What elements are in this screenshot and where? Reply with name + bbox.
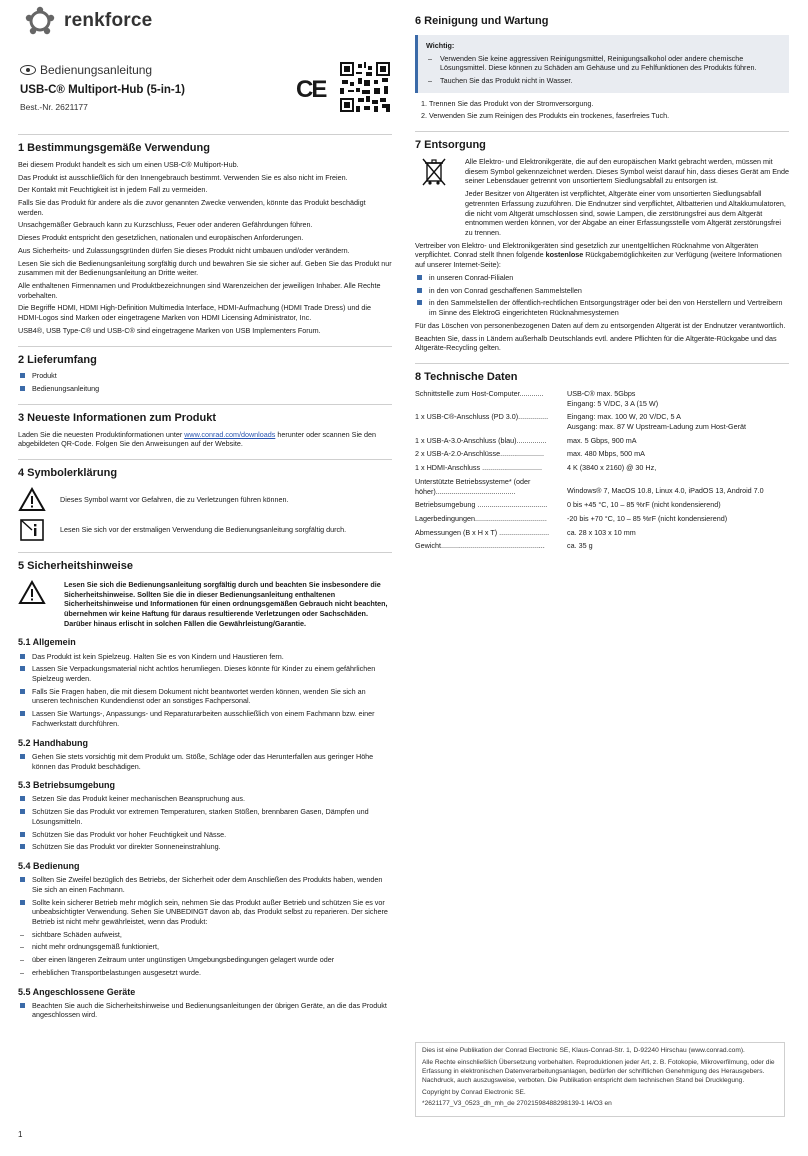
s54-dash-list	[18, 930, 392, 978]
symbol-warning-row	[18, 487, 392, 512]
weee-text	[465, 157, 789, 241]
return-options-list	[415, 273, 789, 318]
qr-code-icon	[340, 62, 390, 112]
page-number: 1	[18, 1130, 23, 1139]
s3-post: herunter oder scannen Sie den abgebildeten QR-Code. Folgen Sie den Anweisungen auf der Website.	[18, 429, 377, 449]
vertrieb-post: Rückgabemöglichkeiten zur Verfügung (weitere Informationen auf unserer Internet-Seite):	[415, 250, 782, 270]
list-item: Produkt	[18, 371, 392, 381]
order-number: Best.-Nr. 2621177	[20, 102, 88, 112]
symbol-info-row	[18, 518, 392, 542]
s55-list	[18, 1001, 392, 1020]
section-5-1-title: 5.1 Allgemein	[18, 637, 76, 648]
list-item: Gehen Sie stets vorsichtig mit dem Produkt um. Stöße, Schläge oder das Herunterfallen aus geringer Höhe können das Produkt beschädigen.	[18, 752, 392, 771]
spec-value: 0 bis +45 °C, 10 – 85 %rF (nicht kondensierend)	[567, 500, 721, 510]
safety-intro	[18, 580, 392, 629]
table-row	[415, 412, 789, 435]
spec-value-line: Ausgang: max. 87 W Upstream-Ladung zum Host-Gerät	[567, 421, 746, 431]
s3-para	[18, 430, 392, 449]
spec-key: Schnittstelle zum Host-Computer............	[415, 388, 544, 398]
s1-para: Bei diesem Produkt handelt es sich um einen USB-C® Multiport-Hub.	[18, 159, 239, 169]
imprint-line: *2621177_V3_0523_dh_mh_de 27021598488298139-1 I4/O3 en	[422, 1100, 612, 1108]
spec-key: Betriebsumgebung ...................................	[415, 500, 548, 510]
list-item: – über einen längeren Zeitraum unter ungünstigen Umgebungsbedingungen gelagert wurde oder	[18, 955, 392, 965]
weee-block	[415, 157, 789, 241]
imprint-line: Dies ist eine Publikation der Conrad Electronic SE, Klaus-Conrad-Str. 1, D-92240 Hirschau (www.conrad.com).	[422, 1047, 745, 1054]
spec-value-line: Eingang: max. 100 W, 20 V/DC, 5 A	[567, 412, 681, 422]
table-row	[415, 500, 789, 514]
list-item: Sollte kein sicherer Betrieb mehr möglich sein, nehmen Sie das Produkt außer Betrieb und schützen Sie es vor unbeabsichtigter Verwendung. Sehen Sie UNBEDINGT davon ab, das Produkt selbst zu reparieren. Der sichere Betrieb ist nicht mehr gewährleistet, wenn das Produkt:	[18, 898, 392, 927]
section-4-title: 4 Symbolerklärung	[18, 459, 392, 481]
list-item: in unseren Conrad-Filialen	[415, 273, 789, 283]
list-item: – sichtbare Schäden aufweist,	[18, 930, 392, 940]
s1-para: USB4®, USB Type-C® und USB-C® sind eingetragene Marken von USB Implementers Forum.	[18, 325, 321, 335]
spec-key: Gewicht....................................................	[415, 541, 545, 551]
spec-value-line: USB-C® max. 5Gbps	[567, 388, 636, 398]
table-row	[415, 389, 789, 412]
spec-value-line: Windows® 7, MacOS 10.8, Linux 4.0, iPadOS 13, Android 7.0	[567, 485, 764, 495]
s1-para: Die Begriffe HDMI, HDMI High-Definition Multimedia Interface, HDMI-Aufmachung (HDMI Trade Dress) und die HDMI-Logos sind Marken oder eingetragene Marken von HDMI Licensing Administrator, Inc.	[18, 303, 371, 323]
spec-key: Abmessungen (B x H x T) .........................	[415, 527, 550, 537]
section-5-2-title: 5.2 Handhabung	[18, 737, 89, 748]
spec-key: Unterstützte Betriebssysteme* (oder höher)........................................	[415, 476, 531, 496]
list-item: Lassen Sie Wartungs-, Anpassungs- und Reparaturarbeiten ausschließlich von einem Fachmann bzw. einer Fachwerkstatt durchführen.	[18, 709, 392, 728]
list-item: Schützen Sie das Produkt vor hoher Feuchtigkeit und Nässe.	[18, 830, 392, 840]
list-item: – erheblichen Transportbelastungen ausgesetzt wurde.	[18, 968, 392, 978]
read-manual-icon	[18, 518, 46, 542]
list-item: – nicht mehr ordnungsgemäß funktioniert,	[18, 942, 392, 952]
list-item: Falls Sie Fragen haben, die mit diesem Dokument nicht beantwortet werden können, wenden Sie sich an unseren technischen Kundendienst oder an sonstiges Fachpersonal.	[18, 687, 392, 706]
s52-list	[18, 752, 392, 771]
s53-list	[18, 794, 392, 852]
spec-value-spacer	[567, 477, 789, 486]
s1-para: Alle enthaltenen Firmennamen und Produktbezeichnungen sind Warenzeichen der jeweiligen Inhaber. Alle Rechte vorbehalten.	[18, 281, 381, 300]
brand-name: renkforce	[64, 10, 153, 32]
warning-symbol-text: Dieses Symbol warnt vor Gefahren, die zu Verletzungen führen können.	[60, 494, 289, 504]
section-5-title: 5 Sicherheitshinweise	[18, 552, 392, 574]
section-7-title: 7 Entsorgung	[415, 131, 789, 153]
brand-logo	[22, 6, 152, 36]
list-item: in den von Conrad geschaffenen Sammelstellen	[415, 286, 789, 296]
section-6-title: 6 Reinigung und Wartung	[415, 15, 549, 27]
imprint-box	[415, 1042, 785, 1117]
s3-pre: Laden Sie die neuesten Produktinformationen unter	[18, 429, 185, 439]
weee-para-2: Jeder Besitzer von Altgeräten ist verpflichtet, Altgeräte einer vom unsortierten Siedlungsabfall getrennten Erfassung zuzuführen. Die Endnutzer sind verpflichtet, Altbatterien und Altakkumulatoren, die nicht vom Altgerät umschlossen sind, sowie Lampen, die zerstörungsfrei aus dem Altgerät entnommen werden können, vor der Abgabe an einer Erfassungsstelle vom Altgerät zerstörungsfrei zu trennen.	[465, 189, 786, 238]
s54-list	[18, 875, 392, 927]
right-column	[415, 0, 789, 555]
crossed-bin-icon	[421, 157, 447, 187]
s1-para: Der Kontakt mit Feuchtigkeit ist in jedem Fall zu vermeiden.	[18, 185, 208, 195]
spec-key: 1 x USB-C®-Anschluss (PD 3.0)...............	[415, 412, 549, 422]
spec-value: -20 bis +70 °C, 10 – 85 %rF (nicht kondensierend)	[567, 513, 728, 523]
manual-label-text: Bedienungsanleitung	[40, 63, 153, 77]
weee-para-1: Alle Elektro- und Elektronikgeräte, die auf den europäischen Markt gebracht werden, müssen mit diesem Symbol gekennzeichnet werden. Dieses Symbol weist darauf hin, dass dieses Gerät am Ende seiner Lebensdauer getrennt von unsortiertem Siedlungsabfall zu entsorgen ist.	[465, 157, 790, 186]
table-row	[415, 463, 789, 477]
cleaning-steps	[415, 99, 789, 121]
spec-value	[567, 389, 789, 412]
list-item: 1. Trennen Sie das Produkt von der Stromversorgung.	[429, 99, 789, 109]
section-3-title: 3 Neueste Informationen zum Produkt	[18, 404, 392, 426]
spec-key: Lagerbedingungen....................................	[415, 513, 547, 523]
spec-value: ca. 35 g	[567, 541, 593, 551]
important-list	[426, 54, 781, 86]
s1-para: Das Produkt ist ausschließlich für den Innengebrauch bestimmt. Verwenden Sie es also nicht im Freien.	[18, 172, 348, 182]
spec-value	[567, 412, 789, 435]
section-5-3-title: 5.3 Betriebsumgebung	[18, 780, 116, 791]
table-row	[415, 514, 789, 528]
list-item: Schützen Sie das Produkt vor direkter Sonneneinstrahlung.	[18, 842, 392, 852]
product-title: USB-C® Multiport-Hub (5-in-1)	[20, 84, 185, 96]
s7-para: Beachten Sie, dass in Ländern außerhalb Deutschlands evtl. andere Pflichten für die Altgeräte-Rückgabe und das Altgeräte-Recycling gelten.	[415, 333, 777, 353]
list-item: Setzen Sie das Produkt keiner mechanischen Beanspruchung aus.	[18, 794, 392, 804]
warning-triangle-icon	[18, 580, 46, 605]
s7-para: Für das Löschen von personenbezogenen Daten auf dem zu entsorgenden Altgerät ist der Endnutzer verantwortlich.	[415, 320, 786, 330]
manual-label	[20, 62, 152, 78]
spec-value: max. 5 Gbps, 900 mA	[567, 435, 637, 445]
section-1-title: 1 Bestimmungsgemäße Verwendung	[18, 134, 392, 156]
section-5-5-title: 5.5 Angeschlossene Geräte	[18, 986, 136, 997]
vertrieb-para	[415, 241, 789, 270]
vertrieb-bold: kostenlose	[545, 250, 584, 260]
list-item: Das Produkt ist kein Spielzeug. Halten Sie es von Kindern und Haustieren fern.	[18, 652, 392, 662]
spec-value: max. 480 Mbps, 500 mA	[567, 449, 645, 459]
imprint-line: Copyright by Conrad Electronic SE.	[422, 1088, 526, 1096]
important-title: Wichtig:	[426, 40, 455, 50]
ce-mark: CE	[296, 76, 326, 103]
list-item: – Verwenden Sie keine aggressiven Reinigungsmittel, Reinigungsalkohol oder andere chemische Lösungsmittel. Diese können zu Schäden am Gehäuse und zu Fehlfunktionen des Produkts führen.	[426, 54, 781, 73]
list-item: 2. Verwenden Sie zum Reinigen des Produkts ein trockenes, faserfreies Tuch.	[429, 111, 789, 121]
spec-value: ca. 28 x 103 x 10 mm	[567, 527, 636, 537]
section-5-4-title: 5.4 Bedienung	[18, 860, 80, 871]
spec-value: 4 K (3840 x 2160) @ 30 Hz,	[567, 463, 657, 473]
warning-triangle-icon	[18, 487, 46, 512]
table-row	[415, 541, 789, 555]
list-item: Sollten Sie Zweifel bezüglich des Betriebs, der Sicherheit oder dem Anschließen des Produkts haben, wenden Sie sich an einen Fachmann.	[18, 875, 392, 894]
renkforce-logo-icon	[22, 6, 58, 36]
s1-para: Dieses Produkt entspricht den gesetzlichen, nationalen und europäischen Anforderungen.	[18, 233, 304, 243]
s51-list	[18, 652, 392, 729]
list-item: Schützen Sie das Produkt vor extremen Temperaturen, starken Stößen, brennbaren Gasen, Dämpfen und Lösungsmitteln.	[18, 807, 392, 826]
s1-para: Lesen Sie sich die Bedienungsanleitung sorgfältig durch und bewahren Sie sie sicher auf. Geben Sie das Produkt nur zusammen mit der Bedienungsanleitung an Dritte weiter.	[18, 258, 392, 278]
important-box	[415, 35, 789, 93]
spec-table	[415, 389, 789, 555]
left-body	[18, 124, 392, 1023]
table-row	[415, 477, 789, 500]
table-row	[415, 528, 789, 542]
spec-value	[567, 477, 789, 500]
info-symbol-text: Lesen Sie sich vor der erstmaligen Verwendung die Bedienungsanleitung sorgfältig durch.	[60, 525, 347, 535]
spec-value-line: Eingang: 5 V/DC, 3 A (15 W)	[567, 398, 659, 408]
spec-key: 1 x HDMI-Anschluss ..............................	[415, 463, 543, 473]
eye-icon	[20, 65, 36, 75]
safety-intro-text: Lesen Sie sich die Bedienungsanleitung sorgfältig durch und beachten Sie insbesondere die Sicherheitshinweise. Sollten Sie die in dieser Bedienungsanleitung enthaltenen Sicherheitshinweise und Informationen für einen ordnungsgemäßen Gebrauch nicht beachten, übernehmen wir keine Haftung für daraus resultierende Verletzungen oder Sachschäden. Darüber hinaus erlischt in solchen Fällen die Gewährleistung/Garantie.	[64, 579, 388, 628]
spec-key: 1 x USB-A-3.0-Anschluss (blau)...............	[415, 435, 547, 445]
s1-para: Falls Sie das Produkt für andere als die zuvor genannten Zwecke verwenden, könnte das Produkt beschädigt werden.	[18, 198, 366, 217]
spec-key: 2 x USB-A-2.0-Anschlüsse......................	[415, 449, 545, 459]
s1-para: Unsachgemäßer Gebrauch kann zu Kurzschluss, Feuer oder anderen Gefährdungen führen.	[18, 220, 313, 230]
list-item: Beachten Sie auch die Sicherheitshinweise und Bedienungsanleitungen der übrigen Geräte, an die das Produkt angeschlossen wird.	[18, 1001, 392, 1020]
section-2-title: 2 Lieferumfang	[18, 346, 392, 368]
list-item: in den Sammelstellen der öffentlich-rechtlichen Entsorgungsträger oder bei den von Herstellern und Vertreibern im Sinne des ElektroG eingerichteten Rücknahmesystemen	[415, 298, 789, 317]
list-item: – Tauchen Sie das Produkt nicht in Wasser.	[426, 76, 781, 86]
imprint-line: Alle Rechte einschließlich Übersetzung vorbehalten. Reproduktionen jeder Art, z. B. Fotokopie, Mikroverfilmung, oder die Erfassung in elektronischen Datenverarbeitungsanlagen, bedürfen der schriftlichen Genehmigung des Herausgebers. Nachdruck, auch auszugsweise, verboten. Die Publikation entspricht dem technischen Stand bei Drucklegung.	[422, 1058, 775, 1084]
table-row	[415, 449, 789, 463]
list-item: Lassen Sie Verpackungsmaterial nicht achtlos herumliegen. Dieses könnte für Kinder zu einem gefährlichen Spielzeug werden.	[18, 664, 392, 683]
section-8-title: 8 Technische Daten	[415, 363, 789, 385]
vertrieb-pre: Vertreiber von Elektro- und Elektronikgeräten sind gesetzlich zur unentgeltlichen Rücknahme von Altgeräten verpflichtet. Conrad stellt Ihnen folgende	[415, 240, 759, 260]
list-item: Bedienungsanleitung	[18, 384, 392, 394]
s2-list	[18, 371, 392, 393]
downloads-link[interactable]: www.conrad.com/downloads	[184, 429, 276, 439]
s1-para: Aus Sicherheits- und Zulassungsgründen dürfen Sie dieses Produkt nicht umbauen und/oder verändern.	[18, 245, 350, 255]
table-row	[415, 436, 789, 450]
